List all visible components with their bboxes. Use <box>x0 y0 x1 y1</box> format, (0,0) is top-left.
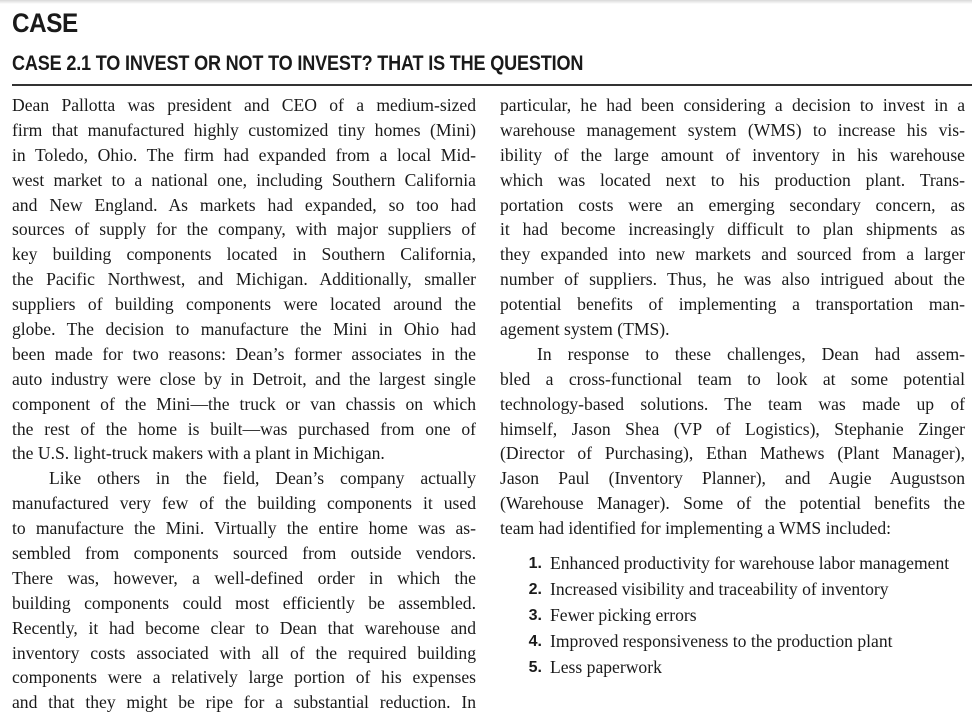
list-number: 2. <box>528 580 542 598</box>
text-line: There was, however, a well-defined order in which the <box>12 567 476 588</box>
section-heading: CASE <box>12 8 78 38</box>
benefits-list <box>500 551 965 681</box>
text-line: globe. The decision to manufacture the Mini in Ohio had <box>12 319 476 340</box>
text-line: west market to a national one, including Southern California <box>12 169 476 190</box>
text-line: particular, he had been considering a decision to invest in a <box>500 95 965 115</box>
list-item <box>500 551 965 577</box>
text-line: ibility of the large amount of inventory in his warehouse <box>500 144 965 165</box>
text-line: Jason Paul (Inventory Planner), and Augie Augustson <box>500 468 965 489</box>
text-line: key building components located in Southern California, <box>12 244 476 265</box>
paragraph <box>500 342 965 541</box>
text-line: the Pacific Northwest, and Michigan. Additionally, smaller <box>12 269 476 290</box>
text-line: (Warehouse Manager). Some of the potential benefits the <box>500 493 965 514</box>
text-line: component of the Mini—the truck or van chassis on which <box>12 393 476 414</box>
text-line: building components could most efficiently be assembled. <box>12 592 476 613</box>
right-column <box>500 93 965 681</box>
left-column <box>12 93 476 715</box>
text-line: firm that manufactured highly customized tiny homes (Mini) <box>12 119 476 140</box>
text-line: and that they might be ripe for a substantial reduction. In <box>12 692 476 713</box>
text-line: potential benefits of implementing a transportation man- <box>500 294 965 315</box>
text-line: to manufacture the Mini. Virtually the entire home was as- <box>12 518 476 539</box>
text-line: portation costs were an emerging secondary concern, as <box>500 194 965 215</box>
text-line: bled a cross-functional team to look at some potential <box>500 368 965 389</box>
paragraph <box>12 93 476 466</box>
text-line: and New England. As markets had expanded, so too had <box>12 194 476 215</box>
list-text: Improved responsiveness to the production plant <box>550 630 893 651</box>
text-line: inventory costs associated with all of the required building <box>12 642 476 663</box>
list-text: Increased visibility and traceability of inventory <box>550 578 889 599</box>
text-line: Dean Pallotta was president and CEO of a medium-sized <box>12 95 476 115</box>
text-line: sources of supply for the company, with major suppliers of <box>12 219 476 240</box>
text-line: the U.S. light-truck makers with a plant in Michigan. <box>12 443 385 464</box>
text-line: auto industry were close by in Detroit, and the largest single <box>12 368 476 389</box>
list-item <box>500 577 965 603</box>
paragraph <box>12 466 476 715</box>
text-line: the rest of the home is built—was purchased from one of <box>12 418 476 439</box>
text-line: they expanded into new markets and sourced from a larger <box>500 244 965 265</box>
text-line: himself, Jason Shea (VP of Logistics), Stephanie Zinger <box>500 418 965 439</box>
text-line: (Director of Purchasing), Ethan Mathews (Plant Manager), <box>500 443 965 464</box>
text-line: technology-based solutions. The team was made up of <box>500 393 965 414</box>
text-line: In response to these challenges, Dean had assem- <box>537 343 965 364</box>
list-number: 5. <box>528 658 542 676</box>
text-line: components were a relatively large portion of his expenses <box>12 667 476 688</box>
page-edge-shadow <box>0 0 972 4</box>
text-line: been made for two reasons: Dean’s former associates in the <box>12 343 476 364</box>
list-item <box>500 629 965 655</box>
list-text: Enhanced productivity for warehouse labor management <box>550 553 950 574</box>
title-rule <box>12 84 972 86</box>
text-line: warehouse management system (WMS) to increase his vis- <box>500 119 965 140</box>
text-line: sembled from components sourced from outside vendors. <box>12 543 476 564</box>
text-line: manufactured very few of the building components it used <box>12 493 476 514</box>
case-title: CASE 2.1 TO INVEST OR NOT TO INVEST? THAT IS THE QUESTION <box>12 52 584 75</box>
text-line: Recently, it had become clear to Dean that warehouse and <box>12 617 476 638</box>
text-line: which was located next to his production plant. Trans- <box>500 169 965 190</box>
list-number: 1. <box>528 555 542 573</box>
text-line: agement system (TMS). <box>500 319 670 340</box>
list-text: Less paperwork <box>550 656 662 677</box>
text-line: it had become increasingly difficult to plan shipments as <box>500 219 965 240</box>
list-item <box>500 603 965 629</box>
list-number: 4. <box>528 632 542 650</box>
text-line: in Toledo, Ohio. The firm had expanded from a local Mid- <box>12 144 476 165</box>
text-line: suppliers of building components were located around the <box>12 294 476 315</box>
text-line: team had identified for implementing a WMS included: <box>500 518 892 539</box>
list-item <box>500 655 965 681</box>
paragraph <box>500 93 965 342</box>
text-line: Like others in the field, Dean’s company actually <box>49 468 476 489</box>
list-number: 3. <box>528 606 542 624</box>
list-text: Fewer picking errors <box>550 604 697 625</box>
text-line: number of suppliers. Thus, he was also intrigued about the <box>500 269 965 290</box>
